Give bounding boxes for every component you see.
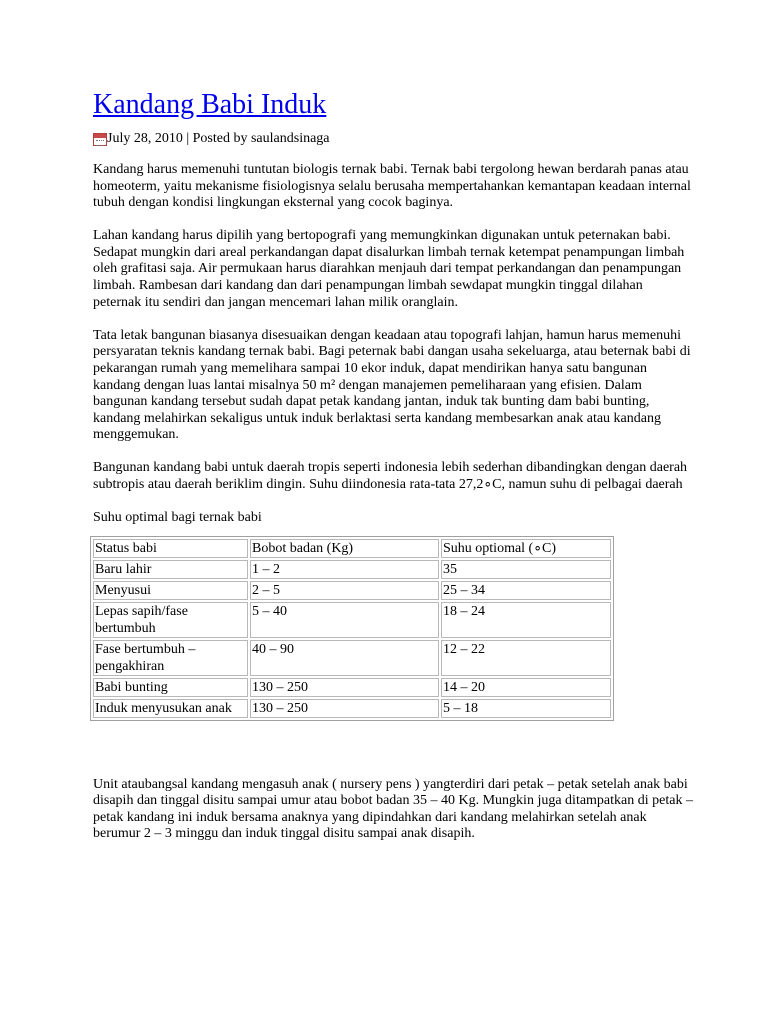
- table-row: [93, 678, 611, 697]
- table-caption: Suhu optimal bagi ternak babi: [93, 510, 262, 526]
- paragraph: Lahan kandang harus dipilih yang bertopografi yang memungkinkan digunakan untuk peternakan babi. Sedapat mungkin dari areal perkandangan dapat disalurkan limbah ternak ketempat penampungan limbah oleh grafitasi saja. Air permukaan harus diarahkan menjauh dari tempat perkandangan dan penampungan limbah. Rambesan dari kandang dan dari penampungan limbah sewdapat mungkin tinggal dilahan peternak itu sendiri dan jangan mencemari lahan milik oranglain.: [93, 228, 685, 310]
- table-cell: Menyusui: [93, 581, 248, 600]
- article-title-link[interactable]: Kandang Babi Induk: [93, 89, 327, 120]
- table-cell: 130 – 250: [250, 678, 439, 697]
- table-cell: Baru lahir: [93, 560, 248, 579]
- paragraph: Bangunan kandang babi untuk daerah tropis seperti indonesia lebih sederhan dibandingkan dengan daerah subtropis atau daerah beriklim dingin. Suhu diindonesia rata-tata 27,2∘C, namun suhu di pelbagai daerah: [93, 460, 688, 492]
- post-meta: [93, 130, 693, 148]
- table-cell: 5 – 40: [250, 602, 439, 638]
- table-row: [93, 699, 611, 718]
- table-cell: Fase bertumbuh – pengakhiran: [93, 640, 248, 676]
- table-row: [93, 560, 611, 579]
- table-row: [93, 640, 611, 676]
- table-cell: 1 – 2: [250, 560, 439, 579]
- table-cell: Babi bunting: [93, 678, 248, 697]
- table-cell: 5 – 18: [441, 699, 611, 718]
- table-cell: 12 – 22: [441, 640, 611, 676]
- table-header-cell: Suhu optiomal (∘C): [441, 539, 611, 558]
- table-cell: Induk menyusukan anak: [93, 699, 248, 718]
- table-cell: 40 – 90: [250, 640, 439, 676]
- table-header-row: [93, 539, 611, 558]
- table-cell: 18 – 24: [441, 602, 611, 638]
- table-row: [93, 602, 611, 638]
- paragraph: Tata letak bangunan biasanya disesuaikan dengan keadaan atau topografi lahjan, hamun harus memenuhi persyaratan teknis kandang ternak babi. Bagi peternak babi dangan usaha sekeluarga, atau beternak babi di pekarangan rumah yang memelihara sampai 10 ekor induk, dapat mendirikan hanya satu bangunan kandang dengan luas lantai misalnya 50 m² dengan manajemen pemeliharaan yang efisien. Dalam bangunan kandang tersebut sudah dapat petak kandang jantan, induk tak bunting dam babi bunting, kandang melahirkan sekaligus untuk induk berlaktasi serta kandang membesarkan anak atau kandang menggemukan.: [93, 327, 691, 443]
- paragraph: Unit ataubangsal kandang mengasuh anak ( nursery pens ) yangterdiri dari petak – petak setelah anak babi disapih dan tinggal disitu sampai umur atau bobot badan 35 – 40 Kg. Mungkin juga ditampatkan di petak – petak kandang ini induk bersama anaknya yang dipindahkan dari kandang melahirkan setelah anak berumur 2 – 3 minggu dan induk tinggal disitu sampai anak disapih.: [93, 776, 693, 842]
- article: [93, 86, 693, 843]
- table-cell: 35: [441, 560, 611, 579]
- table-header-cell: Bobot badan (Kg): [250, 539, 439, 558]
- table-cell: 25 – 34: [441, 581, 611, 600]
- post-date-author: July 28, 2010 | Posted by saulandsinaga: [107, 131, 330, 146]
- table-cell: 130 – 250: [250, 699, 439, 718]
- table-row: [93, 581, 611, 600]
- table-cell: 14 – 20: [441, 678, 611, 697]
- calendar-icon: [93, 133, 107, 146]
- paragraph: Kandang harus memenuhi tuntutan biologis ternak babi. Ternak babi tergolong hewan berdarah panas atau homeoterm, yaitu mekanisme fisiologisnya selalu berusaha mempertahankan kemantapan keadaan internal tubuh dengan kondisi lingkungan eksternal yang cocok baginya.: [93, 162, 691, 211]
- temperature-table: [90, 536, 614, 721]
- table-header-cell: Status babi: [93, 539, 248, 558]
- table-cell: Lepas sapih/fase bertumbuh: [93, 602, 248, 638]
- table-cell: 2 – 5: [250, 581, 439, 600]
